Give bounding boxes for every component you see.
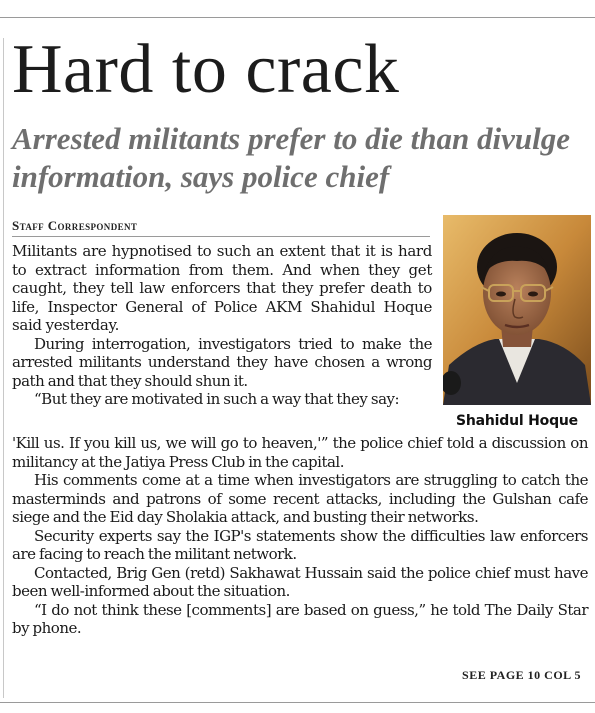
left-rule	[3, 38, 4, 698]
paragraph: His comments come at a time when investigators are struggling to catch the masterminds and patrons of some recent attacks, including the Gulshan cafe siege and the Eid day Sholakia attack, and busting their networks.	[12, 471, 588, 526]
paragraph: Contacted, Brig Gen (retd) Sakhawat Hussain said the police chief must have been well-informed about the situation.	[12, 563, 588, 600]
article-body-top	[12, 242, 432, 409]
byline: Staff Correspondent	[12, 218, 138, 233]
paragraph: Militants are hypnotised to such an extent that it is hard to extract information from them. And when they get caught, they tell law enforcers that they prefer death to life, Inspector General of Police AKM Shahidul Hoque said yesterday.	[12, 242, 432, 334]
top-rule	[0, 17, 595, 18]
paragraph: 'Kill us. If you kill us, we will go to heaven,'” the police chief told a discussion on militancy at the Jatiya Press Club in the capital.	[12, 434, 588, 471]
headline: Hard to crack	[12, 31, 400, 108]
article-body-bottom	[12, 434, 588, 638]
photo-caption: Shahidul Hoque	[456, 413, 578, 429]
paragraph: “But they are motivated in such a way that they say:	[34, 390, 400, 408]
paragraph: “I do not think these [comments] are based on guess,” he told The Daily Star by phone.	[12, 600, 588, 637]
continued-on-page-link[interactable]: SEE PAGE 10 COL 5	[462, 668, 581, 682]
portrait-illustration	[443, 215, 591, 405]
paragraph: During interrogation, investigators tried to make the arrested militants understand they have chosen a wrong path and that they should shun it.	[12, 334, 432, 390]
byline-rule	[12, 236, 430, 237]
paragraph: Security experts say the IGP's statements show the difficulties law enforcers are facing to reach the militant network.	[12, 526, 588, 563]
portrait-photo	[443, 215, 591, 405]
bottom-rule	[0, 702, 595, 703]
subheadline: Arrested militants prefer to die than divulge information, says police chief	[12, 121, 571, 194]
